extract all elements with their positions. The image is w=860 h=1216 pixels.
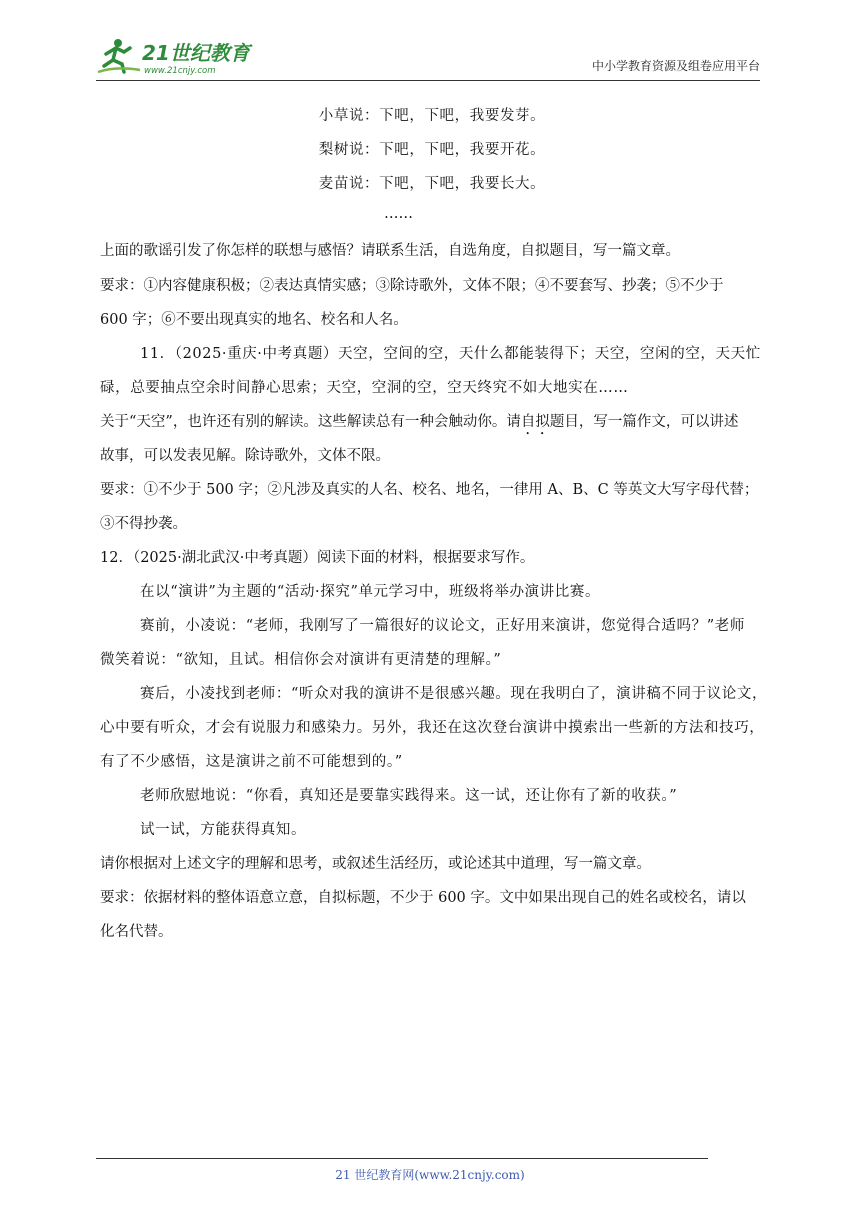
material-para-3c: 有了不少感悟，这是演讲之前不可能想到的。”	[100, 754, 403, 770]
material-para-2b: 微笑着说：“欲知，且试。相信你会对演讲有更清楚的理解。”	[100, 652, 502, 668]
question-12-requirements-1: 要求：依据材料的整体语意立意，自拟标题，不少于 600 字。文中如果出现自己的姓名或校名，请以	[100, 890, 746, 906]
runner-icon	[98, 39, 140, 72]
question-11-line-3: 关于“天空”，也许还有别的解读。这些解读总有一种会触动你。请自拟题目，写一篇作文，可以讲述	[100, 414, 739, 430]
prompt-text: 上面的歌谣引发了你怎样的联想与感悟？请联系生活，自选角度，自拟题目，写一篇文章。	[100, 243, 680, 259]
footer-text: 21 世纪教育网(www.21cnjy.com)	[335, 1168, 525, 1182]
question-11-line-4: 故事，可以发表见解。除诗歌外，文体不限。	[100, 448, 390, 464]
prompt-requirements-1: 要求：①内容健康积极；②表达真情实感；③除诗歌外，文体不限；④不要套写、抄袭；⑤不少于	[100, 278, 724, 294]
material-para-3a: 赛后，小凌找到老师：“听众对我的演讲不是很感兴趣。现在我明白了，演讲稿不同于议论文，	[140, 686, 768, 702]
material-para-1: 在以“演讲”为主题的“活动·探究”单元学习中，班级将举办演讲比赛。	[140, 584, 601, 600]
logo	[96, 36, 266, 78]
prompt-requirements-2: 600 字；⑥不要出现真实的地名、校名和人名。	[100, 312, 408, 328]
question-12-task: 请你根据对上述文字的理解和思考，或叙述生活经历，或论述其中道理，写一篇文章。	[100, 856, 651, 872]
material-para-5: 试一试，方能获得真知。	[140, 822, 307, 838]
question-11-line-1: 11．（2025·重庆·中考真题）天空，空间的空，天什么都能装得下；天空，空闲的空，天天忙	[140, 346, 761, 362]
poem-line-1: 小草说：下吧，下吧，我要发芽。	[318, 108, 546, 124]
question-11-requirements-1: 要求：①不少于 500 字；②凡涉及真实的人名、校名、地名，一律用 A、B、C 等英文大写字母代替；	[100, 482, 759, 498]
header-divider	[96, 80, 760, 81]
poem-ellipsis: ……	[384, 206, 413, 222]
question-11-requirements-2: ③不得抄袭。	[100, 516, 187, 532]
material-para-2a: 赛前，小凌说：“老师，我刚写了一篇很好的议论文，正好用来演讲，您觉得合适吗？”老师	[140, 618, 745, 634]
poem-line-2: 梨树说：下吧，下吧，我要开花。	[318, 142, 546, 158]
question-11-line-2: 碌，总要抽点空余时间静心思索；天空，空洞的空，空天终究不如大地实在……	[100, 380, 629, 396]
question-12-requirements-2: 化名代替。	[100, 924, 173, 940]
poem-line-3: 麦苗说：下吧，下吧，我要长大。	[318, 176, 546, 192]
material-para-4: 老师欣慰地说：“你看，真知还是要靠实践得来。这一试，还让你有了新的收获。”	[140, 788, 678, 804]
emphasized-text: 自拟	[520, 414, 550, 430]
material-para-3b: 心中要有听众，才会有说服力和感染力。另外，我还在这次登台演讲中摸索出一些新的方法和技巧，	[100, 720, 765, 736]
footer-divider	[96, 1158, 708, 1159]
page-header	[96, 36, 760, 80]
logo-text: 21世纪教育	[142, 41, 250, 65]
platform-name: 中小学教育资源及组卷应用平台	[591, 59, 760, 73]
logo-url: www.21cnjy.com	[144, 66, 216, 76]
question-12-title: 12．（2025·湖北武汉·中考真题）阅读下面的材料，根据要求写作。	[100, 550, 535, 566]
